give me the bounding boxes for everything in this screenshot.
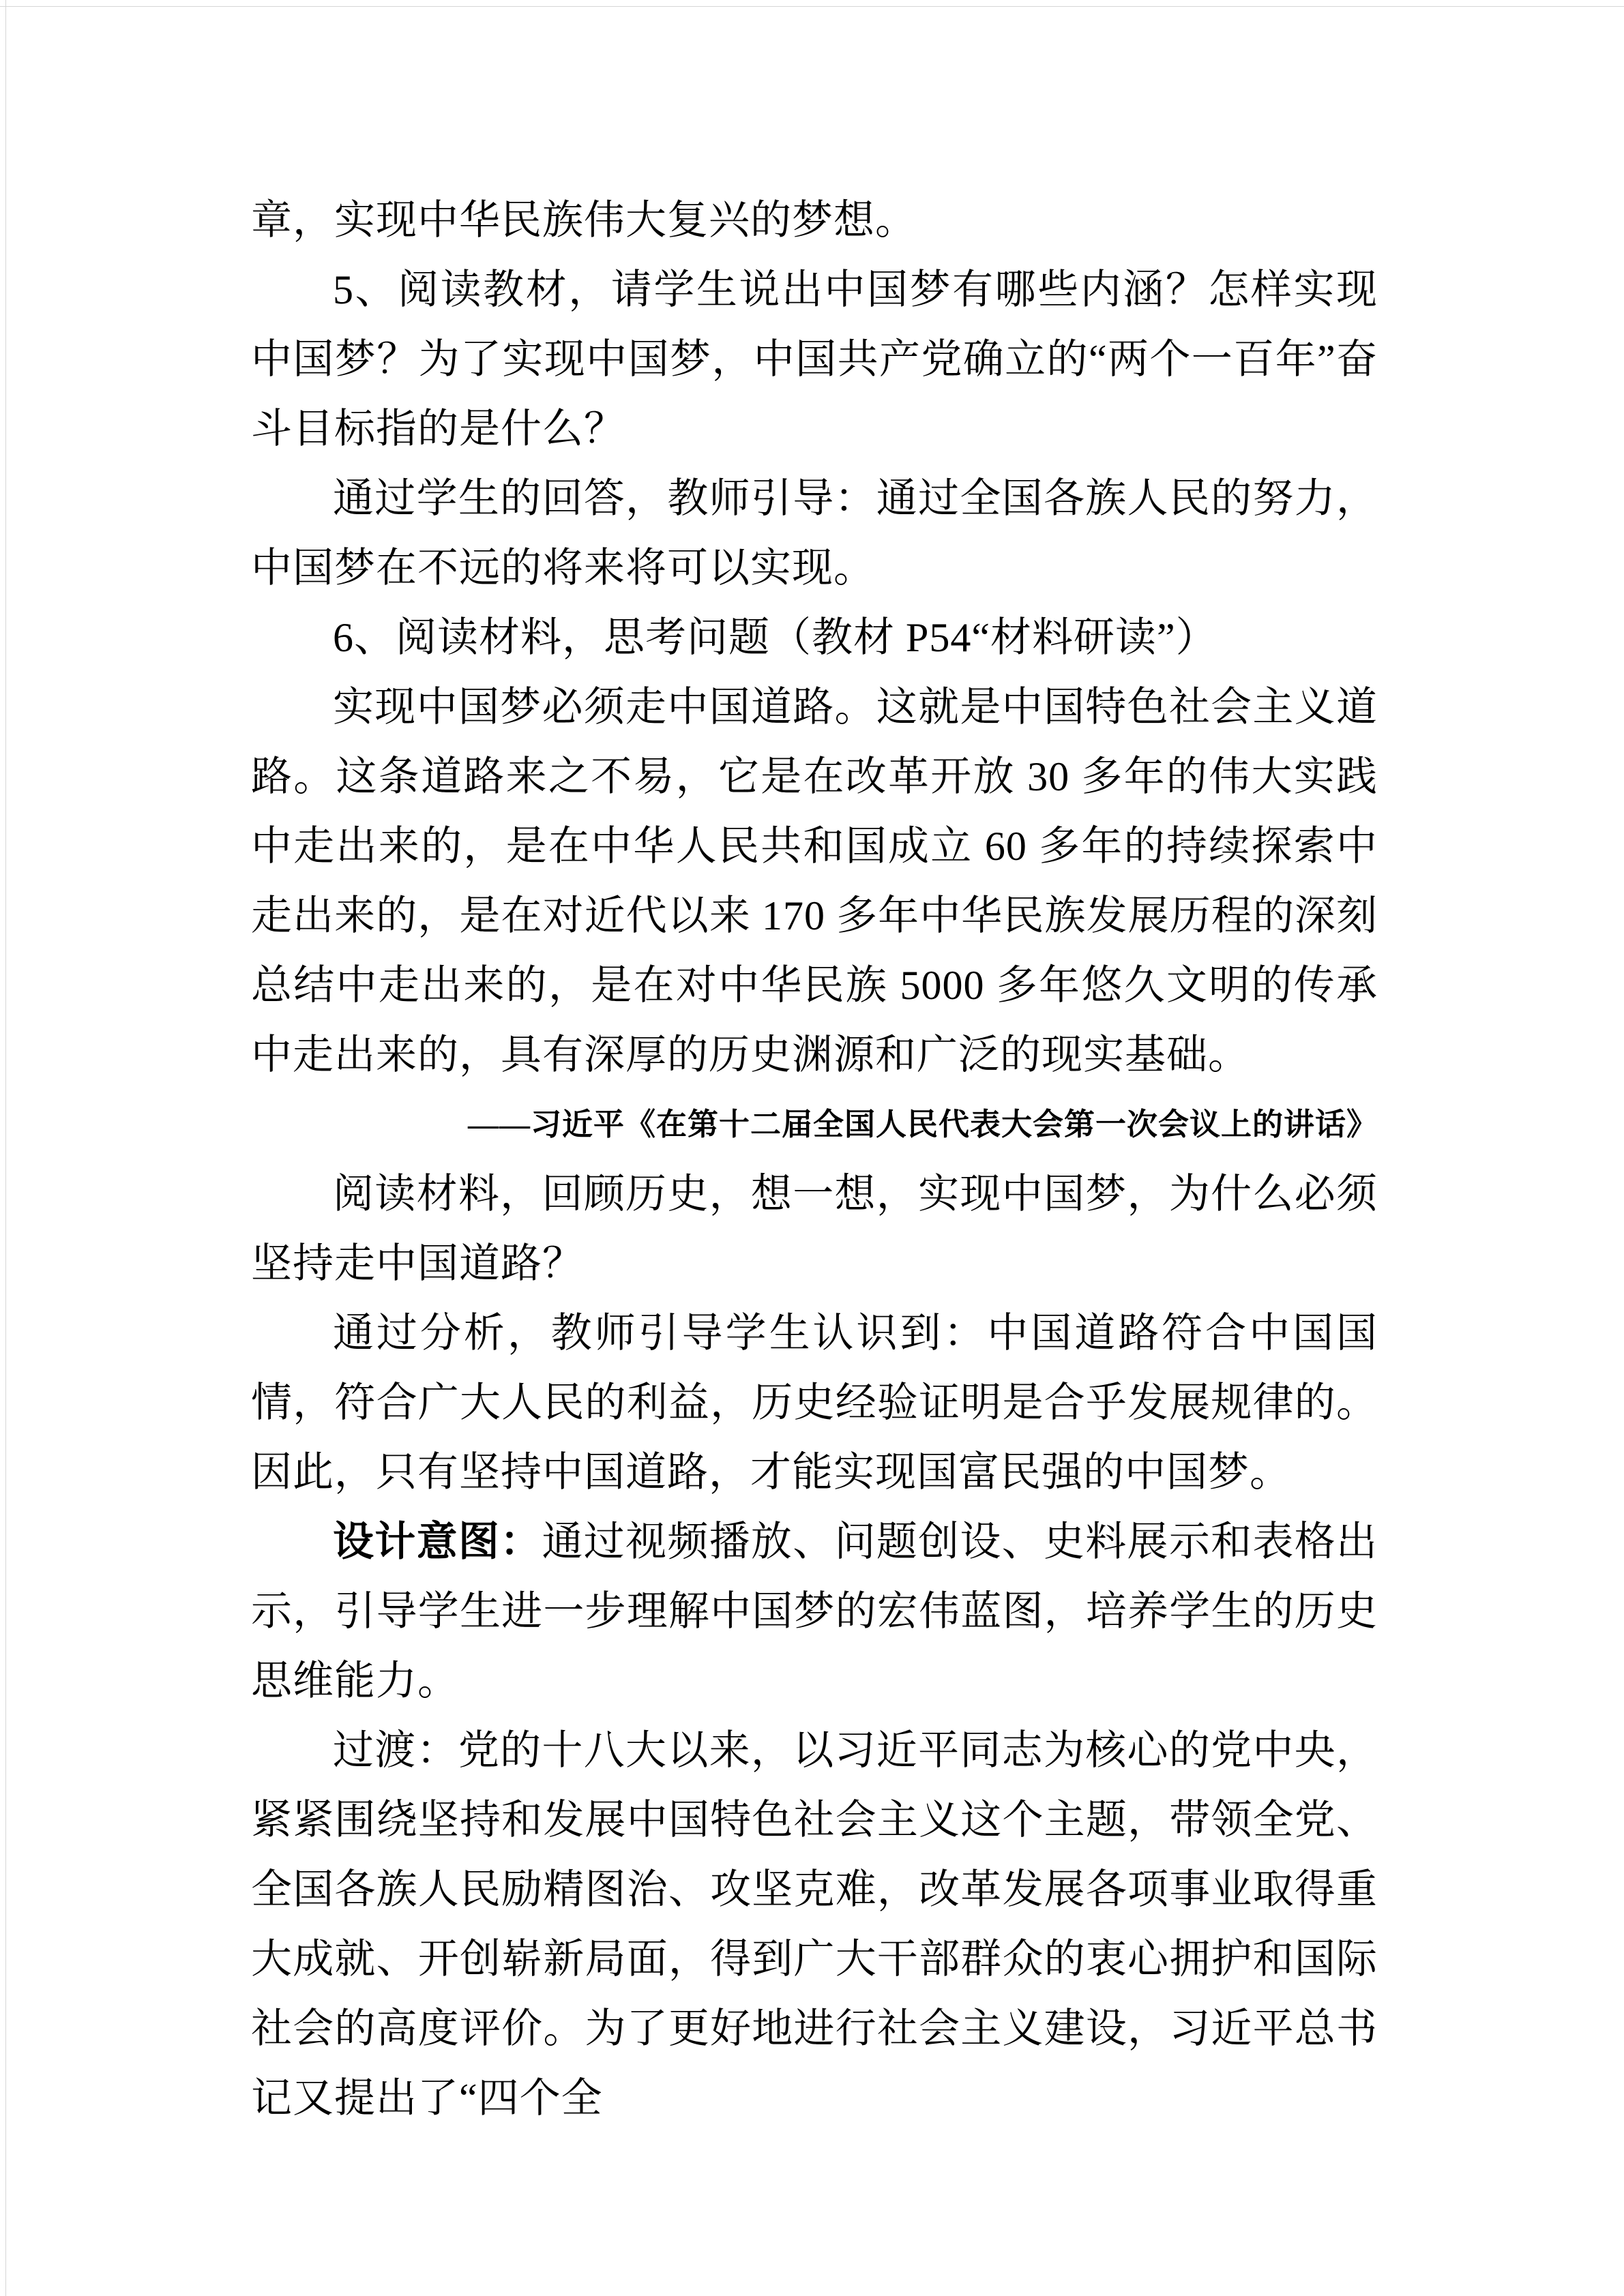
paragraph-reading-question: 阅读材料，回顾历史，想一想，实现中国梦，为什么必须坚持走中国道路？ bbox=[251, 1172, 1378, 1286]
paragraph-task-6: 6、阅读材料，思考问题（教材 P54“材料研读”） bbox=[333, 615, 1217, 660]
page-edge-top bbox=[0, 6, 1624, 7]
design-intent-text: 通过视频播放、问题创设、史料展示和表格出示，引导学生进一步理解中国梦的宏伟蓝图，培养学生的历史思维能力。 bbox=[251, 1519, 1378, 1703]
quote-attribution: ——习近平《在第十二届全国人民代表大会第一次会议上的讲话》 bbox=[467, 1107, 1378, 1142]
document-body bbox=[251, 185, 1378, 2133]
paragraph-transition: 过渡：党的十八大以来，以习近平同志为核心的党中央，紧紧围绕坚持和发展中国特色社会主义这个主题，带领全党、全国各族人民励精图治、攻坚克难，改革发展各项事业取得重大成就、开创崭新局面，得到广大干部群众的衷心拥护和国际社会的高度评价。为了更好地进行社会主义建设，习近平总书记又提出了“四个全 bbox=[251, 1728, 1378, 2121]
paragraph-task-5: 5、阅读教材，请学生说出中国梦有哪些内涵？怎样实现中国梦？为了实现中国梦，中国共产党确立的“两个一百年”奋斗目标指的是什么？ bbox=[251, 267, 1378, 451]
paragraph-design-intent bbox=[251, 1507, 1378, 1716]
paragraph-continuation: 章，实现中华民族伟大复兴的梦想。 bbox=[251, 198, 917, 243]
paragraph-analysis-guidance: 通过分析，教师引导学生认识到：中国道路符合中国国情，符合广大人民的利益，历史经验证明是合乎发展规律的。因此，只有坚持中国道路，才能实现国富民强的中国梦。 bbox=[251, 1311, 1378, 1495]
design-intent-label: 设计意图： bbox=[333, 1519, 542, 1564]
paragraph-teacher-guidance: 通过学生的回答，教师引导：通过全国各族人民的努力，中国梦在不远的将来将可以实现。 bbox=[251, 476, 1378, 591]
paragraph-material-excerpt: 实现中国梦必须走中国道路。这就是中国特色社会主义道路。这条道路来之不易，它是在改革开放 30 多年的伟大实践中走出来的，是在中华人民共和国成立 60 多年的持续探索中走出来的，是在对近代以来 170 多年中华民族发展历程的深刻总结中走出来的，是在对中华民族 5000 多年悠久文明的传承中走出来的，具有深厚的历史渊源和广泛的现实基础。 bbox=[251, 685, 1378, 1077]
page-edge-left bbox=[5, 0, 6, 2296]
